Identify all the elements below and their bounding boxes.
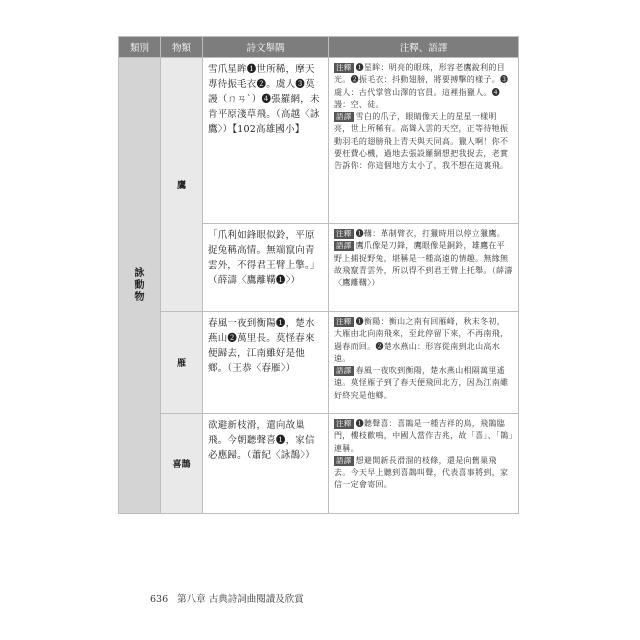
note-tag: 注釋 xyxy=(336,63,352,72)
note-cell xyxy=(329,224,519,312)
page-number: 636 xyxy=(150,594,169,605)
note-cell xyxy=(329,312,519,414)
note-tag: 注釋 xyxy=(336,317,352,326)
header-object: 物類 xyxy=(161,37,203,58)
note-cell xyxy=(329,58,519,224)
translation-text: 春風一夜吹到衡陽，楚水燕山相隔萬里遙遠。莫怪雁子到了春天便飛回北方，因為江南雖好終究是他鄉。 xyxy=(334,366,509,400)
table-row xyxy=(119,312,519,414)
note-text: ❶衡陽：衡山之南有回雁峰，秋末冬初，大雁由北向南飛來，至此停留下來，不再南飛，過春而回。❷楚水燕山：形容從南到北山高水遠。 xyxy=(334,317,509,363)
table-row xyxy=(119,58,519,224)
translation-text: 鷹爪像是刀鋒，鷹眼像是銅鈴，雄鷹在平野上捕捉野兔，堪稱是一種高遠的情趣。無緣無故飛竄青雲外，所以得不到君王臂上托舉。（薛濤〈鷹離鞲〉） xyxy=(334,241,513,288)
translation-tag: 語譯 xyxy=(336,455,352,465)
note-tag: 注釋 xyxy=(336,419,352,428)
translation-text: 想避開新長滑溜的枝條，還是向舊巢飛去。今天早上聽到喜鵲叫聲，代表喜事將到，家信一定會寄回。 xyxy=(334,455,509,490)
note-text: ❶鞲：革制臂衣，打獵時用以停立獵鷹。 xyxy=(355,229,506,238)
page-footer xyxy=(150,591,304,605)
poem-cell: 春風一夜到衡陽❶，楚水燕山❷萬里長。莫怪春來便歸去，江南雖好是他鄉。（王恭〈春雁〉） xyxy=(203,312,329,414)
category-cell xyxy=(119,58,161,514)
table-header-row xyxy=(119,37,519,58)
content-table xyxy=(118,36,519,514)
poem-cell: 「爪利如鋒眼似鈴，平原捉兔稱高情。無端竄向青雲外，不得君王臂上擎。」（薛濤〈鷹離鞲❶〉） xyxy=(203,224,329,312)
object-cell: 雁 xyxy=(161,312,203,414)
note-text: ❶星眸：明亮的眼珠，形容老鷹銳利的目光。❷振毛衣：抖動翅膀，將要搏擊的樣子。❸虞人：古代掌管山澤的官員。這裡指獵人。❹謾：空、徒。 xyxy=(334,63,509,109)
chapter-title: 第八章 古典詩詞曲閱讀及欣賞 xyxy=(177,594,304,605)
translation-text: 雪白的爪子，眼睛像天上的星星一樣明亮，世上所稀有。高聳入雲的天空，正等待牠振動羽毛的翅膀飛上青天與天同高。獵人啊！你不要枉費心機，過地去張設羅網想把我捉去，老實告訴你：你這個地方太小了，我不想在這裏飛。 xyxy=(334,112,509,171)
note-cell xyxy=(329,414,519,514)
object-cell: 喜鵲 xyxy=(161,414,203,514)
header-note: 注釋、語譯 xyxy=(329,37,519,58)
object-cell: 鷹 xyxy=(161,58,203,312)
header-poem: 詩文舉隅 xyxy=(203,37,329,58)
poem-cell: 欲避新枝滑，還向故巢飛。今朝聽聲喜❶，家信必應歸。（蕭紀〈詠鵲〉） xyxy=(203,414,329,514)
header-category: 類別 xyxy=(119,37,161,58)
translation-tag: 語譯 xyxy=(336,112,352,122)
poem-cell: 雪爪星眸❶世所稀，摩天專待振毛衣❷。虞人❸莫謾（ㄇㄢˋ）❹張羅網，未肯平原淺草飛。（高越〈詠鷹〉）【102高雄國小】 xyxy=(203,58,329,224)
note-text: ❶聽聲喜：喜鵲是一種吉祥的鳥，飛鵲臨門，樓枝歡鳴，中國人當作吉兆，故「喜」、「鵲」連稱。 xyxy=(334,419,513,453)
translation-tag: 語譯 xyxy=(336,366,352,376)
category-label: 詠動物 xyxy=(134,267,145,303)
note-tag: 注釋 xyxy=(336,229,352,238)
table-row xyxy=(119,414,519,514)
translation-tag: 語譯 xyxy=(336,241,352,251)
